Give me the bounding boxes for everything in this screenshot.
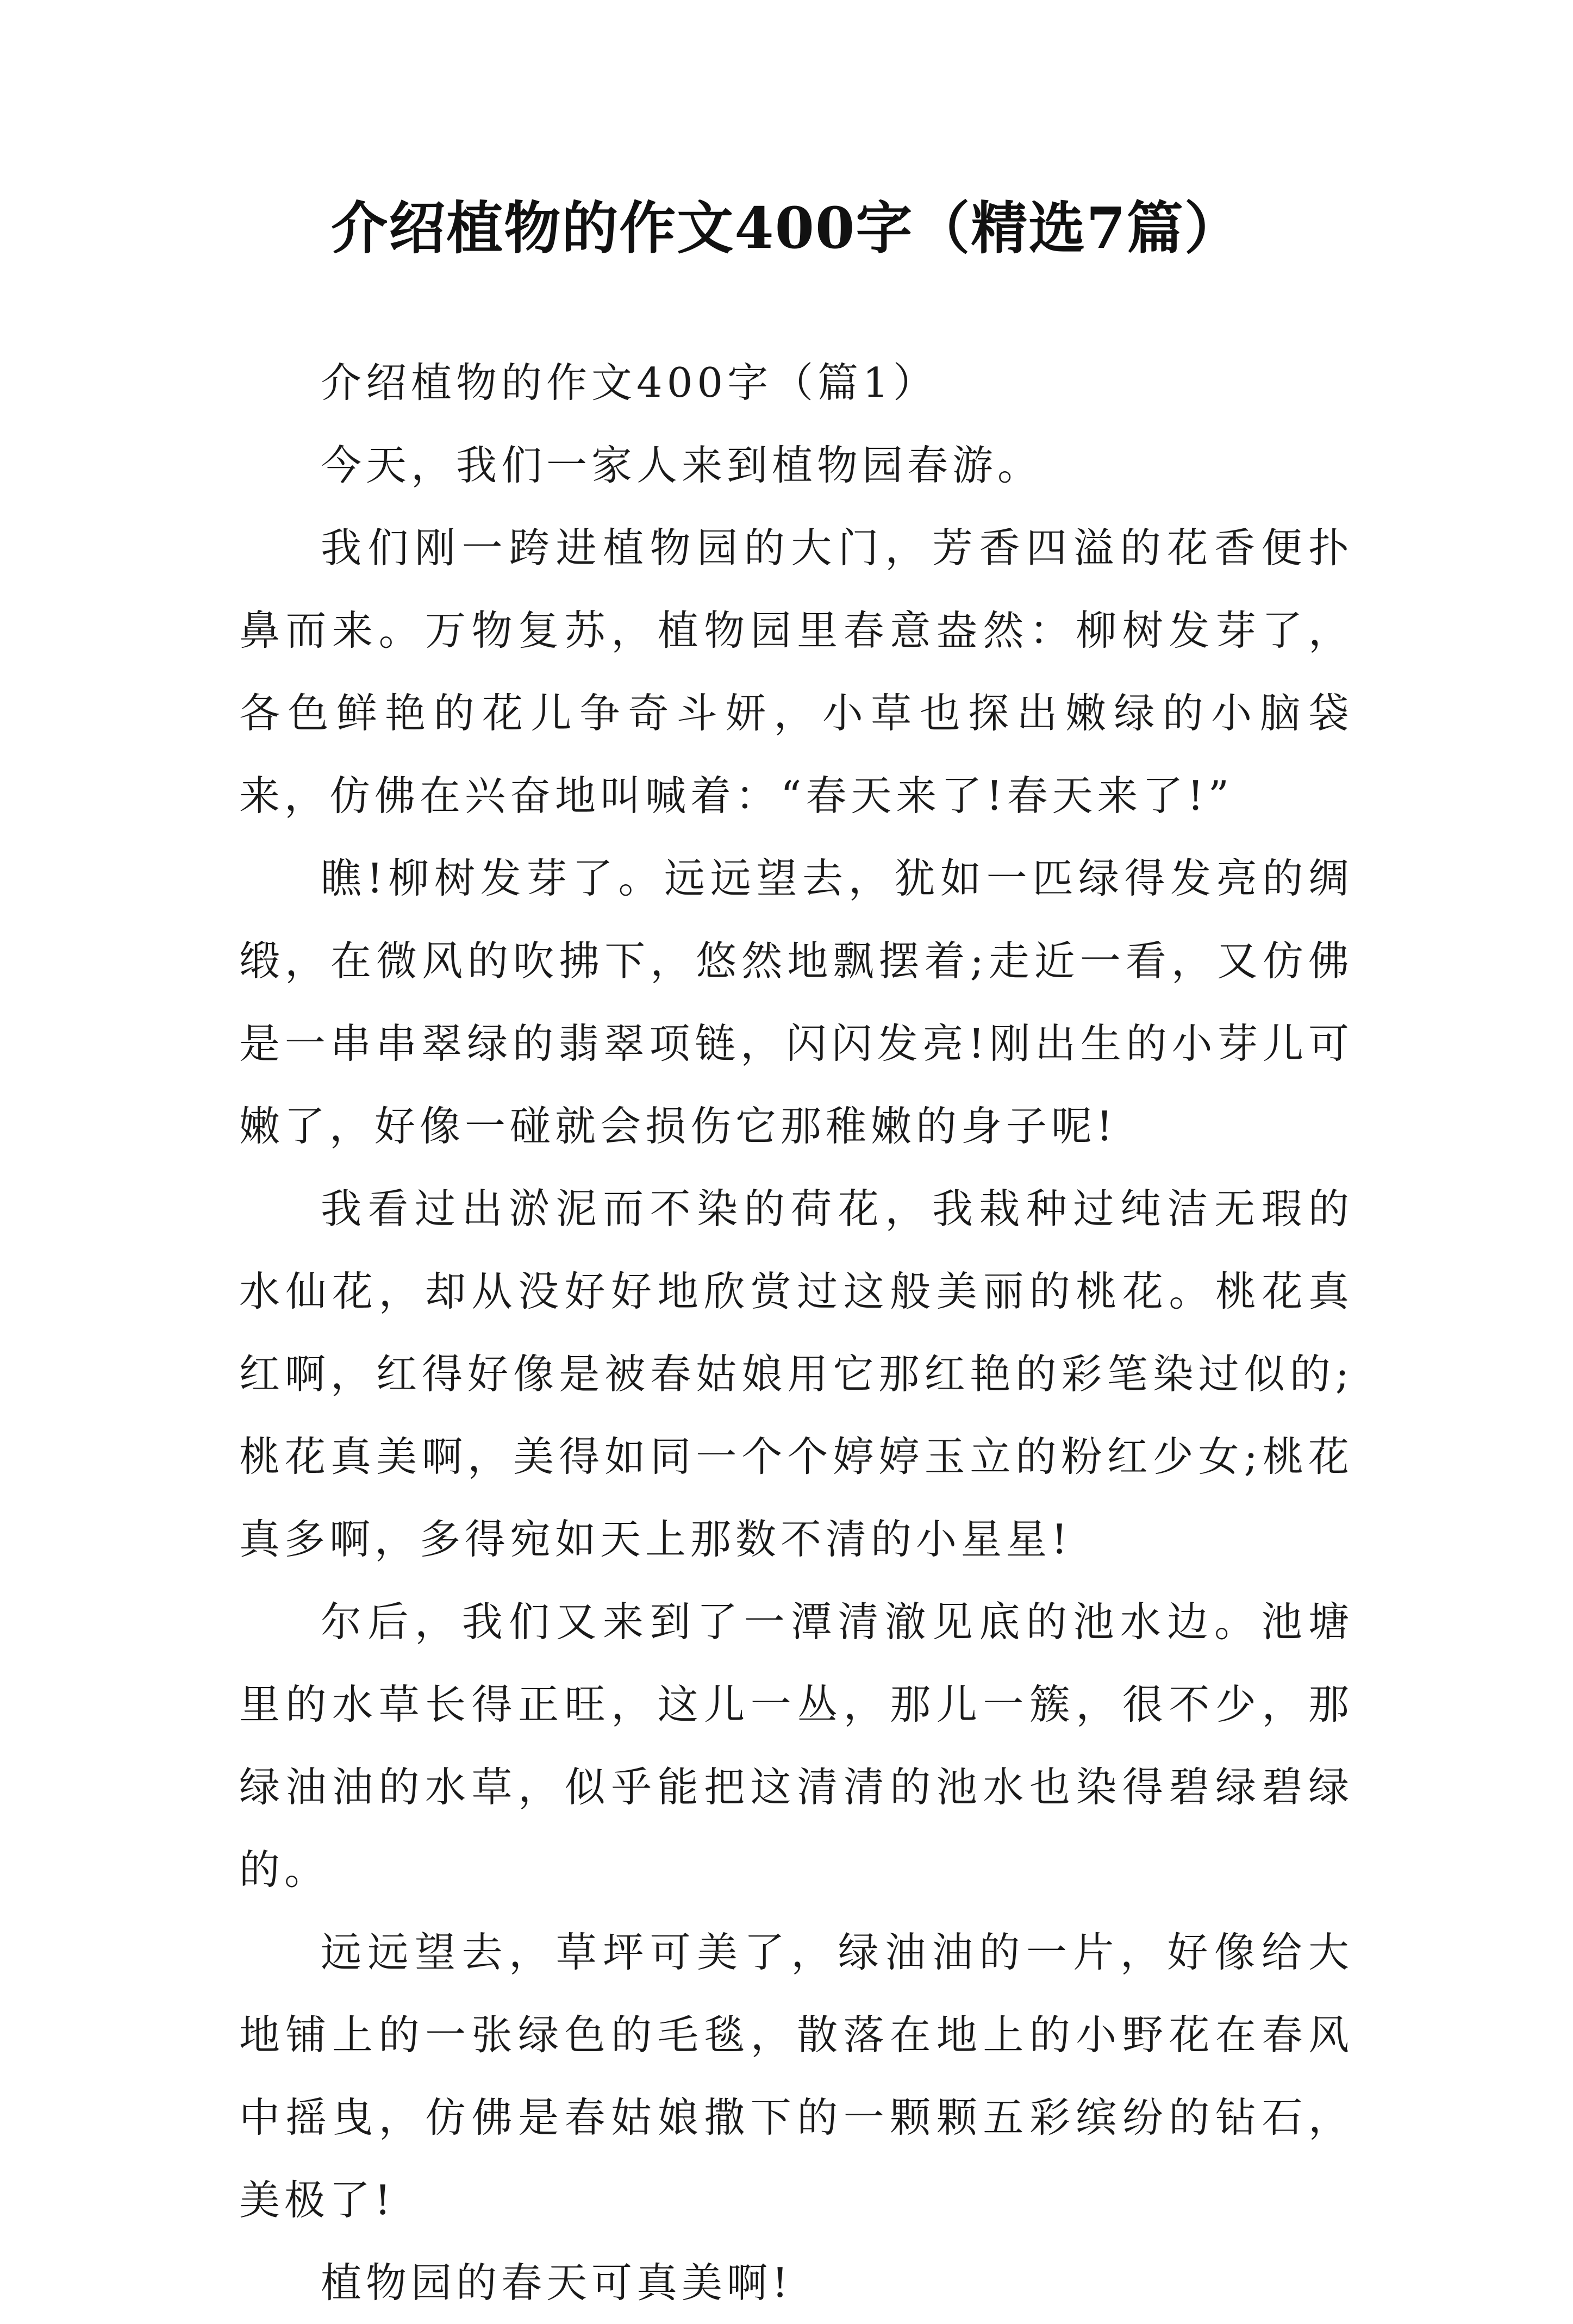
paragraph: 我们刚一跨进植物园的大门，芳香四溢的花香便扑鼻而来。万物复苏，植物园里春意盎然：柳树发芽了，各色鲜艳的花儿争奇斗妍，小草也探出嫩绿的小脑袋来，仿佛在兴奋地叫喊着：“春天来了!春天来了!”: [239, 524, 1353, 820]
paragraph: 尔后，我们又来到了一潭清澈见底的池水边。池塘里的水草长得正旺，这儿一丛，那儿一簇，很不少，那绿油油的水草，似乎能把这清清的池水也染得碧绿碧绿的。: [239, 1598, 1353, 1894]
paragraph: 今天，我们一家人来到植物园春游。: [321, 441, 1043, 489]
document-title: 介绍植物的作文400字（精选7篇）: [331, 195, 1242, 261]
paragraph: 我看过出淤泥而不染的荷花，我栽种过纯洁无瑕的水仙花，却从没好好地欣赏过这般美丽的桃花。桃花真红啊，红得好像是被春姑娘用它那红艳的彩笔染过似的;桃花真美啊，美得如同一个个婷婷玉立的粉红少女;桃花真多啊，多得宛如天上那数不清的小星星!: [239, 1185, 1353, 1563]
paragraph: 远远望去，草坪可美了，绿油油的一片，好像给大地铺上的一张绿色的毛毯，散落在地上的小野花在春风中摇曳，仿佛是春姑娘撒下的一颗颗五彩缤纷的钻石，美极了!: [239, 1928, 1353, 2224]
document-body: [239, 341, 1353, 2324]
section-heading: 介绍植物的作文400字（篇1）: [321, 359, 938, 407]
paragraph: 植物园的春天可真美啊!: [321, 2259, 793, 2307]
paragraph: 瞧!柳树发芽了。远远望去，犹如一匹绿得发亮的绸缎，在微风的吹拂下，悠然地飘摆着;走近一看，又仿佛是一串串翠绿的翡翠项链，闪闪发亮!刚出生的小芽儿可嫩了，好像一碰就会损伤它那稚嫩的身子呢!: [239, 854, 1353, 1150]
